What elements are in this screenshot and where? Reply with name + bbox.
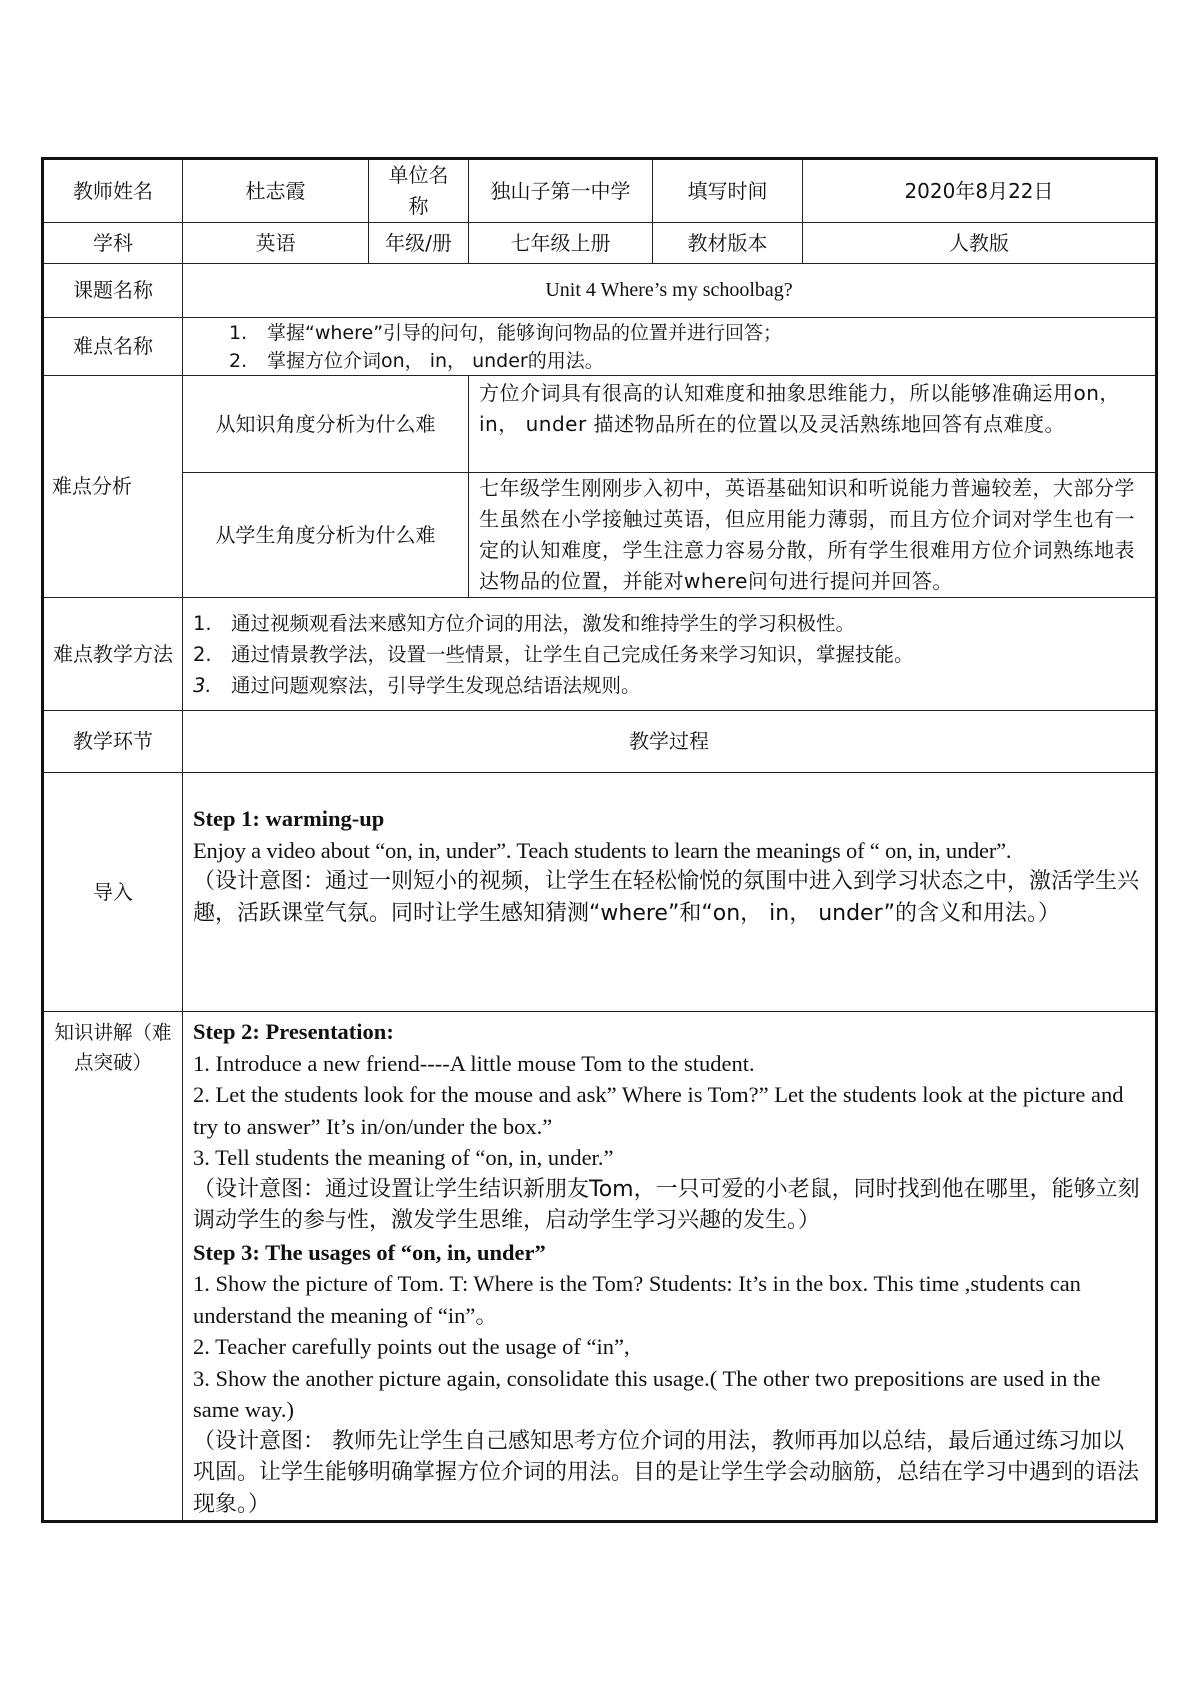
analysis-knowledge-row bbox=[43, 376, 1157, 473]
knowledge-angle-text: 方位介词具有很高的认知难度和抽象思维能力，所以能够准确运用on， in， under 描述物品所在的位置以及灵活熟练地回答有点难度。 bbox=[469, 376, 1157, 473]
stage-label: 教学环节 bbox=[43, 711, 183, 773]
step1-line: Enjoy a video about “on, in, under”. Teach students to learn the meanings of “ on, in, under”. bbox=[193, 837, 1012, 863]
difficulty-label: 难点名称 bbox=[43, 318, 183, 376]
list-item-number: 1. bbox=[193, 611, 212, 635]
methods-label: 难点教学方法 bbox=[43, 598, 183, 711]
list-item-number: 1. bbox=[229, 321, 248, 344]
grade-label: 年级/册 bbox=[369, 223, 469, 264]
step3-item: 3. Show the another picture again, consolidate this usage.( The other two prepositions are used in the same way.) bbox=[193, 1365, 1101, 1422]
step3-item: 2. Teacher carefully points out the usage of “in”, bbox=[193, 1334, 630, 1359]
analysis-label: 难点分析 bbox=[43, 376, 183, 598]
list-item bbox=[229, 319, 1145, 347]
step2-design-note: （设计意图：通过设置让学生结识新朋友Tom，一只可爱的小老鼠，同时找到他在哪里，能够立刻调动学生的参与性，激发学生思维，启动学生学习兴趣的发生。） bbox=[193, 1176, 1140, 1233]
step2-item: 1. Introduce a new friend----A little mouse Tom to the student. bbox=[193, 1050, 755, 1076]
knowledge-angle-label: 从知识角度分析为什么难 bbox=[183, 376, 469, 473]
list-item bbox=[229, 347, 1145, 375]
subject-label: 学科 bbox=[43, 223, 183, 264]
intro-content bbox=[183, 773, 1157, 1012]
list-item-number: 2. bbox=[229, 349, 248, 372]
list-item bbox=[193, 639, 1145, 670]
step3-design-note: （设计意图： 教师先让学生自己感知思考方位介词的用法，教师再加以总结，最后通过练习加以巩固。让学生能够明确掌握方位介词的用法。目的是让学生学会动脑筋，总结在学习中遇到的语法现象。） bbox=[193, 1428, 1140, 1517]
edition-value: 人教版 bbox=[803, 223, 1157, 264]
edition-label: 教材版本 bbox=[653, 223, 803, 264]
list-item bbox=[193, 670, 1145, 701]
analysis-student-row bbox=[43, 473, 1157, 598]
date-label: 填写时间 bbox=[653, 159, 803, 223]
knowledge-label: 知识讲解（难点突破） bbox=[43, 1012, 183, 1522]
methods-row bbox=[43, 598, 1157, 711]
list-item-text: 通过视频观看法来感知方位介词的用法，激发和维持学生的学习积极性。 bbox=[231, 611, 856, 635]
knowledge-content bbox=[183, 1012, 1157, 1522]
step1-design-note: （设计意图：通过一则短小的视频，让学生在轻松愉悦的氛围中进入到学习状态之中，激活学生兴趣，活跃课堂气氛。同时让学生感知猜测“where”和“on， in， under”的含义和用法。） bbox=[193, 869, 1140, 926]
teacher-label: 教师姓名 bbox=[43, 159, 183, 223]
difficulty-row bbox=[43, 318, 1157, 376]
topic-row bbox=[43, 264, 1157, 318]
process-header-row bbox=[43, 711, 1157, 773]
list-item-number: 2. bbox=[193, 642, 212, 666]
date-value: 2020年8月22日 bbox=[803, 159, 1157, 223]
intro-label: 导入 bbox=[43, 773, 183, 1012]
teacher-value: 杜志霞 bbox=[183, 159, 369, 223]
grade-value: 七年级上册 bbox=[469, 223, 653, 264]
step3-title: Step 3: The usages of “on, in, under” bbox=[193, 1239, 546, 1265]
list-item-text: 通过问题观察法，引导学生发现总结语法规则。 bbox=[231, 673, 641, 697]
knowledge-row bbox=[43, 1012, 1157, 1522]
methods-content bbox=[183, 598, 1157, 711]
subject-value: 英语 bbox=[183, 223, 369, 264]
step1-title: Step 1: warming-up bbox=[193, 806, 385, 831]
list-item-number: 3. bbox=[193, 673, 212, 697]
difficulty-content bbox=[183, 318, 1157, 376]
difficulty-list bbox=[229, 319, 1145, 375]
student-angle-label: 从学生角度分析为什么难 bbox=[183, 473, 469, 598]
unit-label: 单位名称 bbox=[369, 159, 469, 223]
methods-list bbox=[193, 608, 1145, 701]
list-item-text: 掌握“where”引导的问句，能够询问物品的位置并进行回答； bbox=[267, 321, 783, 344]
step2-item: 3. Tell students the meaning of “on, in, under.” bbox=[193, 1145, 614, 1170]
list-item-text: 掌握方位介词on， in， under的用法。 bbox=[267, 349, 604, 372]
list-item bbox=[193, 608, 1145, 639]
student-angle-text: 七年级学生刚刚步入初中，英语基础知识和听说能力普遍较差，大部分学生虽然在小学接触过英语，但应用能力薄弱，而且方位介词对学生也有一定的认知难度，学生注意力容易分散，所有学生很难用方位介词熟练地表达物品的位置，并能对where问句进行提问并回答。 bbox=[469, 473, 1157, 598]
unit-value: 独山子第一中学 bbox=[469, 159, 653, 223]
topic-label: 课题名称 bbox=[43, 264, 183, 318]
intro-row bbox=[43, 773, 1157, 1012]
topic-title: Unit 4 Where’s my schoolbag? bbox=[183, 264, 1157, 318]
process-label: 教学过程 bbox=[183, 711, 1157, 773]
header-row-2 bbox=[43, 223, 1157, 264]
list-item-text: 通过情景教学法，设置一些情景，让学生自己完成任务来学习知识，掌握技能。 bbox=[231, 642, 914, 666]
step2-title: Step 2: Presentation: bbox=[193, 1019, 394, 1044]
lesson-plan-table bbox=[41, 157, 1158, 1523]
step3-item: 1. Show the picture of Tom. T: Where is the Tom? Students: It’s in the box. This time ,students can understand the meaning of “in”。 bbox=[193, 1271, 1081, 1328]
step2-item: 2. Let the students look for the mouse and ask” Where is Tom?” Let the students look at the picture and try to answer” It’s in/on/under the box.” bbox=[193, 1082, 1124, 1139]
header-row-1 bbox=[43, 159, 1157, 223]
